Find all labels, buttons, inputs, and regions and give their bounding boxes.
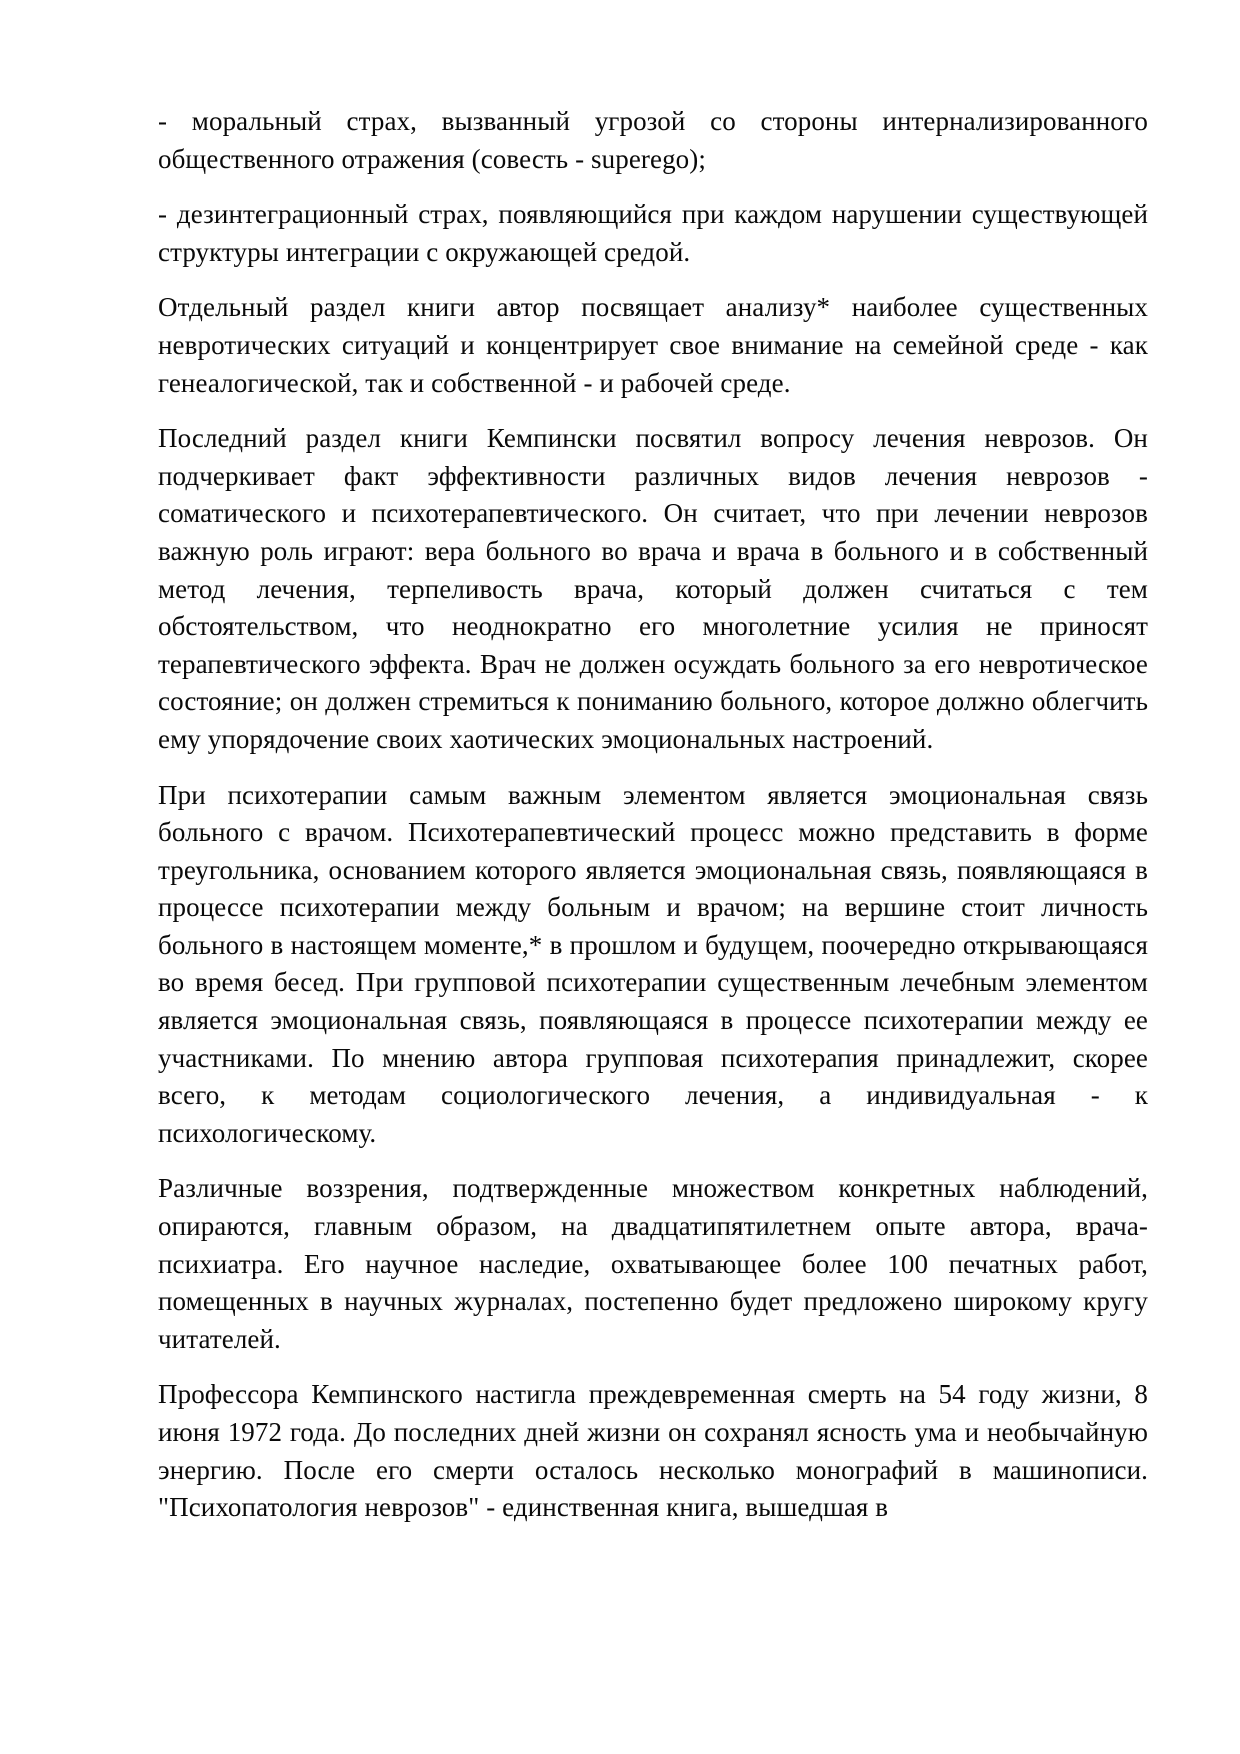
paragraph-last-section-treatment: Последний раздел книги Кемпински посвятил вопросу лечения неврозов. Он подчеркивает факт эффективности различных видов лечения неврозов - соматического и психотерапевтического. Он считает, что при лечении неврозов важную роль играют: вера больного во врача и врача в больного и в собственный метод лечения, терпеливость врача, который должен считаться с тем обстоятельством, что неоднократно его многолетние усилия не приносят терапевтического эффекта. Врач не должен осуждать больного за его невротическое состояние; он должен стремиться к пониманию больного, которое должно облегчить ему упорядочение своих хаотических эмоциональных настроений. [158, 423, 1148, 754]
paragraph-psychotherapy-triangle: При психотерапии самым важным элементом является эмоциональная связь больного с врачом. Психотерапевтический процесс можно представить в форме треугольника, основанием которого является эмоциональная связь, появляющаяся в процессе психотерапии между больным и врачом; на вершине стоит личность больного в настоящем моменте,* в прошлом и будущем, поочередно открывающаяся во время бесед. При групповой психотерапии существенным лечебным элементом является эмоциональная связь, появляющаяся в процессе психотерапии между ее участниками. По мнению автора групповая психотерапия принадлежит, скорее всего, к методам социологического лечения, а индивидуальная - к психологическому. [158, 779, 1148, 1148]
paragraph-moral-fear: - моральный страх, вызванный угрозой со стороны интернализированного общественного отражения (совесть - superego); [158, 106, 1148, 174]
paragraph-kempinski-death: Профессора Кемпинского настигла преждевременная смерть на 54 году жизни, 8 июня 1972 года. До последних дней жизни он сохранял ясность ума и необычайную энергию. После его смерти осталось несколько монографий в машинописи. "Психопатология неврозов" - единственная книга, вышедшая в [158, 1379, 1148, 1523]
paragraph-disintegration-fear: - дезинтеграционный страх, появляющийся при каждом нарушении существующей структуры интеграции с окружающей средой. [158, 199, 1148, 267]
paragraph-authors-experience: Различные воззрения, подтвержденные множеством конкретных наблюдений, опираются, главным образом, на двадцатипятилетнем опыте автора, врача-психиатра. Его научное наследие, охватывающее более 100 печатных работ, помещенных в научных журналах, постепенно будет предложено широкому кругу читателей. [158, 1173, 1148, 1354]
paragraph-separate-section: Отдельный раздел книги автор посвящает анализу* наиболее существенных невротических ситуаций и концентрирует свое внимание на семейной среде - как генеалогической, так и собственной - и рабочей среде. [158, 292, 1148, 398]
document-text-column [158, 103, 1148, 1527]
